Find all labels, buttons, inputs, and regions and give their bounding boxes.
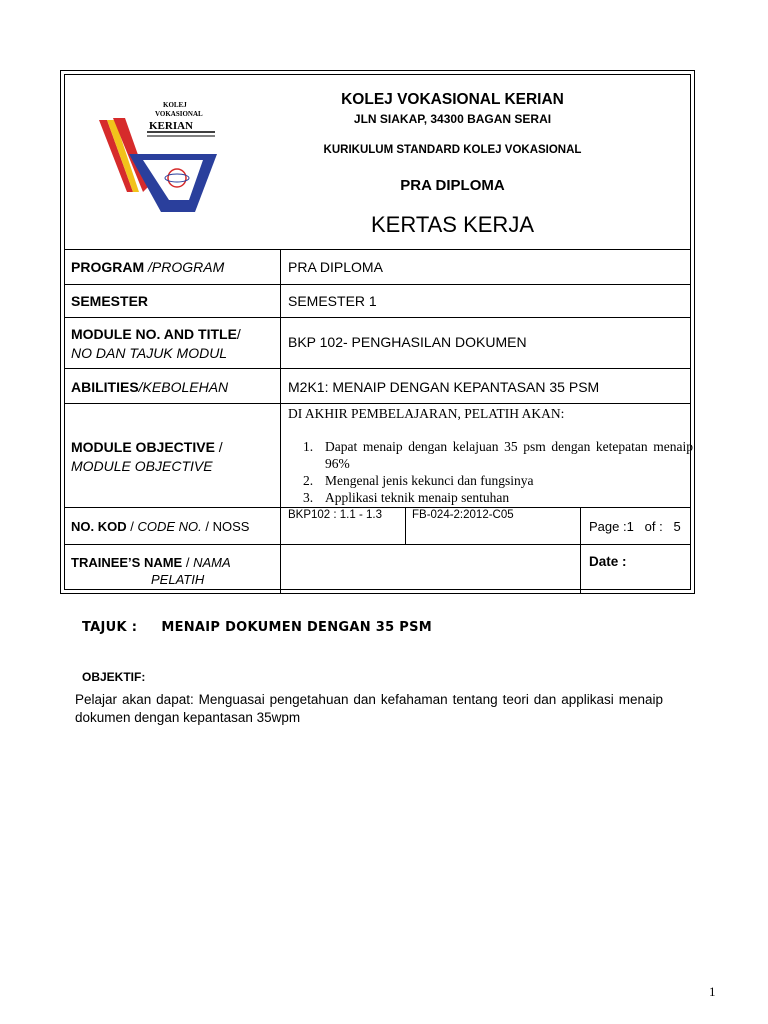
objective-intro: DI AKHIR PEMBELAJARAN, PELATIH AKAN: — [288, 406, 565, 421]
college-logo — [85, 92, 225, 221]
objective-paragraph: Pelajar akan dapat: Menguasai pengetahuan dan kefahaman tentang teori dan applikasi menaip dokumen dengan kepantasan 35wpm — [75, 692, 663, 725]
semester-row — [65, 285, 690, 318]
objective-label: MODULE OBJECTIVE / MODULE OBJECTIVE — [71, 439, 223, 474]
objective-item: 2. Mengenal jenis kekunci dan fungsinya — [303, 473, 534, 488]
header-row — [65, 75, 690, 250]
semester-value: SEMESTER 1 — [288, 293, 377, 309]
objective-item: 3. Applikasi teknik menaip sentuhan — [303, 490, 510, 505]
date-label: Date : — [589, 554, 627, 569]
code-row — [65, 508, 690, 545]
objective-row — [65, 404, 693, 508]
logo-text-kerian: KERIAN — [149, 120, 194, 132]
trainee-label: TRAINEE’S NAME / NAMA PELATIH — [71, 555, 231, 587]
document-type-title: KERTAS KERJA — [370, 212, 534, 237]
semester-label: SEMESTER — [71, 293, 149, 309]
college-address: JLN SIAKAP, 34300 BAGAN SERAI — [353, 112, 552, 126]
module-label: MODULE NO. AND TITLE/ NO DAN TAJUK MODUL — [71, 326, 241, 361]
page-count: Page :1 of : 5 — [589, 519, 681, 534]
objective-item: 1. Dapat menaip dengan kelajuan 35 psm dengan ketepatan menaip 96% — [303, 439, 693, 471]
abilities-value: M2K1: MENAIP DENGAN KEPANTASAN 35 PSM — [288, 379, 600, 395]
level-title: PRA DIPLOMA — [400, 177, 505, 194]
logo-text-kolej: KOLEJ — [163, 101, 187, 109]
objective-list — [303, 438, 693, 506]
table-inner-frame — [64, 74, 691, 590]
module-info-table — [60, 70, 695, 594]
page-number: 1 — [709, 984, 716, 999]
code-value-1: BKP102 : 1.1 - 1.3 — [288, 509, 382, 521]
code-label: NO. KOD / CODE NO. / NOSS — [71, 519, 250, 534]
program-label: PROGRAM /PROGRAM — [71, 259, 225, 275]
topic-title: TAJUK : MENAIP DOKUMEN DENGAN 35 PSM — [82, 620, 432, 635]
abilities-row — [65, 369, 690, 404]
program-row — [65, 250, 690, 285]
module-row — [65, 318, 690, 369]
abilities-label: ABILITIES/KEBOLEHAN — [71, 379, 229, 395]
code-value-2: FB-024-2:2012-C05 — [412, 509, 514, 521]
module-value: BKP 102- PENGHASILAN DOKUMEN — [288, 334, 527, 350]
logo-text-vokasional: VOKASIONAL — [155, 110, 203, 118]
objective-heading: OBJEKTIF: — [82, 670, 146, 684]
trainee-row — [65, 545, 690, 593]
program-value: PRA DIPLOMA — [288, 259, 383, 275]
curriculum-title: KURIKULUM STANDARD KOLEJ VOKASIONAL — [323, 144, 582, 156]
college-name: KOLEJ VOKASIONAL KERIAN — [341, 91, 564, 108]
kv-logo-icon — [85, 92, 225, 221]
